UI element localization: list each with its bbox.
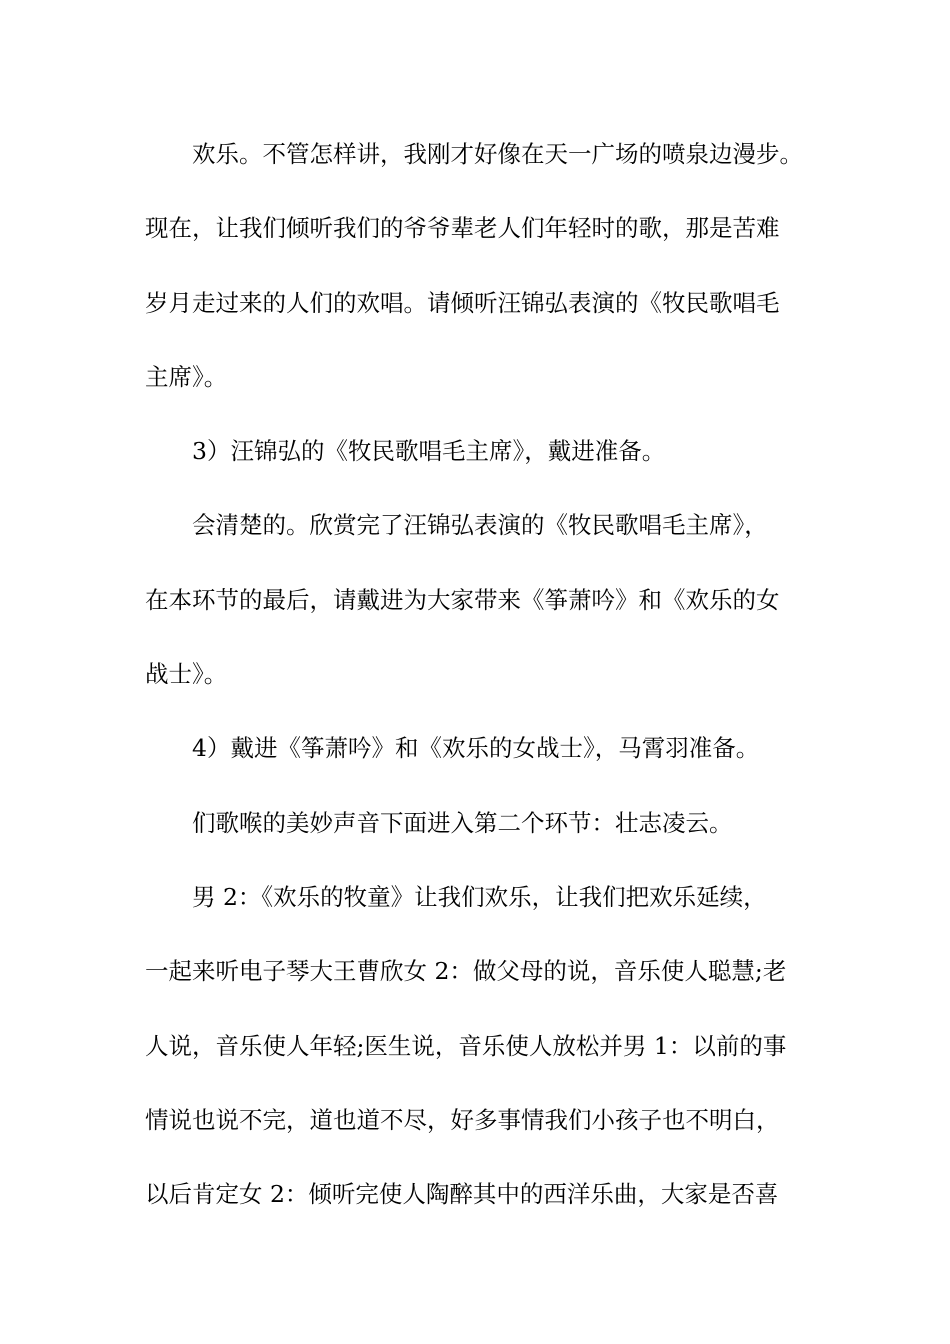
text-line-11: 男 2：《欢乐的牧童》让我们欢乐，让我们把欢乐延续，	[192, 882, 767, 911]
text-line-15: 以后肯定女 2：倾听完使人陶醉其中的西洋乐曲，大家是否喜	[145, 1180, 779, 1209]
text-line-4: 主席》。	[145, 362, 228, 391]
text-line-5: 3）汪锦弘的《牧民歌唱毛主席》，戴进准备。	[192, 437, 666, 466]
text-line-2: 现在，让我们倾听我们的爷爷辈老人们年轻时的歌，那是苦难	[145, 214, 780, 243]
text-line-6: 会清楚的。欣赏完了汪锦弘表演的《牧民歌唱毛主席》，	[192, 511, 768, 540]
text-line-13: 人说，音乐使人年轻;医生说，音乐使人放松并男 1：以前的事	[145, 1031, 787, 1060]
text-line-1: 欢乐。不管怎样讲，我刚才好像在天一广场的喷泉边漫步。	[192, 140, 803, 168]
text-line-10: 们歌喉的美妙声音下面进入第二个环节：壮志凌云。	[192, 808, 733, 837]
text-line-14: 情说也说不完，道也道不尽，好多事情我们小孩子也不明白，	[145, 1105, 780, 1134]
text-line-8: 战士》。	[145, 660, 228, 689]
text-line-12: 一起来听电子琴大王曹欣女 2：做父母的说，音乐使人聪慧;老	[145, 957, 787, 986]
document-body	[145, 124, 817, 1238]
text-line-3: 岁月走过来的人们的欢唱。请倾听汪锦弘表演的《牧民歌唱毛	[145, 288, 780, 317]
text-line-7: 在本环节的最后，请戴进为大家带来《筝萧吟》和《欢乐的女	[145, 585, 780, 614]
text-line-9: 4）戴进《筝萧吟》和《欢乐的女战士》，马霄羽准备。	[192, 734, 760, 763]
